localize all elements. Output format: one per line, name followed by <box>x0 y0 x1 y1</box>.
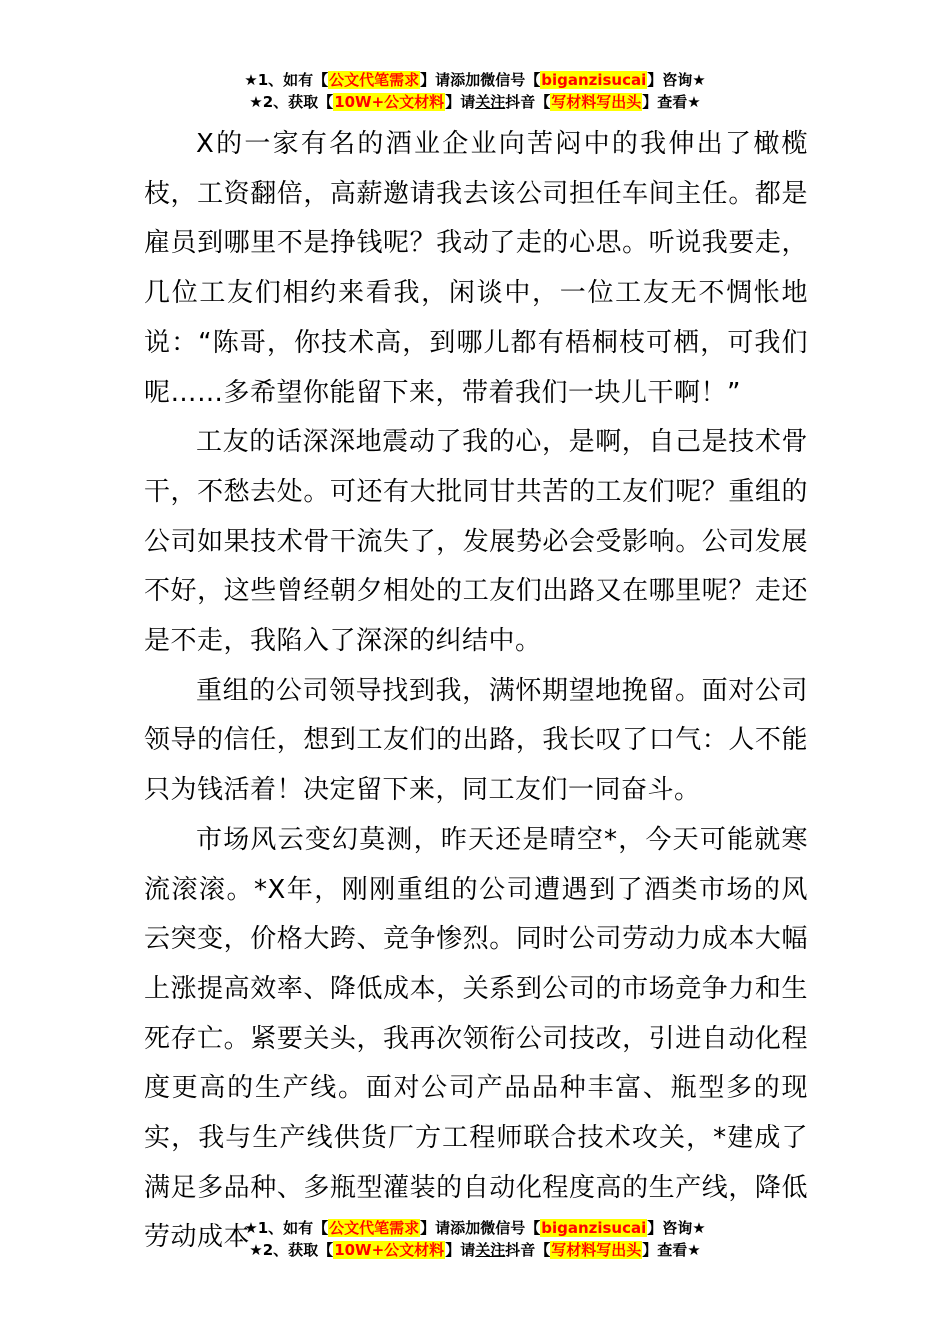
paragraph-3: 重组的公司领导找到我，满怀期望地挽留。面对公司领导的信任，想到工友们的出路，我长叹了口气：人不能只为钱活着！决定留下来，同工友们一同奋斗。 <box>144 675 808 806</box>
highlight-service: 公文代笔需求 <box>329 71 420 89</box>
banner-line-1: ★1、如有【公文代笔需求】请添加微信号【biganzisucai】咨询★ <box>244 1219 706 1237</box>
bottom-banner <box>0 1217 950 1261</box>
banner-line-2: ★2、获取【10W+公文材料】请关注抖音【写材料写出头】查看★ <box>249 1241 701 1259</box>
highlight-douyin-account: 写材料写出头 <box>551 93 642 111</box>
paragraph-4: 市场风云变幻莫测，昨天还是晴空*，今天可能就寒流滚滚。*X年，刚刚重组的公司遭遇到了酒类市场的风云突变，价格大跨、竞争惨烈。同时公司劳动力成本大幅上涨提高效率、降低成本，关系到公司的市场竞争力和生死存亡。紧要关头，我再次领衔公司技改，引进自动化程度更高的生产线。面对公司产品品种丰富、瓶型多的现实，我与生产线供货厂方工程师联合技术攻关，*建成了满足多品种、多瓶型灌装的自动化程度高的生产线，降低劳动成本 <box>144 824 808 1253</box>
highlight-materials: 10W+公文材料 <box>334 93 445 111</box>
highlight-service: 公文代笔需求 <box>329 1219 420 1237</box>
paragraph-2: 工友的话深深地震动了我的心，是啊，自己是技术骨干，不愁去处。可还有大批同甘共苦的工友们呢？重组的公司如果技术骨干流失了，发展势必会受影响。公司发展不好，这些曾经朝夕相处的工友们出路又在哪里呢？走还是不走，我陷入了深深的纠结中。 <box>144 427 808 657</box>
highlight-wechat-id: biganzisucai <box>541 1219 647 1237</box>
highlight-wechat-id: biganzisucai <box>541 71 647 89</box>
highlight-materials: 10W+公文材料 <box>334 1241 445 1259</box>
banner-line-2: ★2、获取【10W+公文材料】请关注抖音【写材料写出头】查看★ <box>249 93 701 111</box>
banner-line-1: ★1、如有【公文代笔需求】请添加微信号【biganzisucai】咨询★ <box>244 71 706 89</box>
highlight-douyin-account: 写材料写出头 <box>551 1241 642 1259</box>
document-body <box>144 120 808 1263</box>
paragraph-1: X的一家有名的酒业企业向苦闷中的我伸出了橄榄枝，工资翻倍，高薪邀请我去该公司担任车间主任。都是雇员到哪里不是挣钱呢？我动了走的心思。听说我要走，几位工友们相约来看我，闲谈中，一位工友无不惆怅地说：“陈哥，你技术高，到哪儿都有梧桐枝可栖，可我们呢……多希望你能留下来，带着我们一块儿干啊！” <box>144 129 808 408</box>
top-banner <box>0 69 950 113</box>
